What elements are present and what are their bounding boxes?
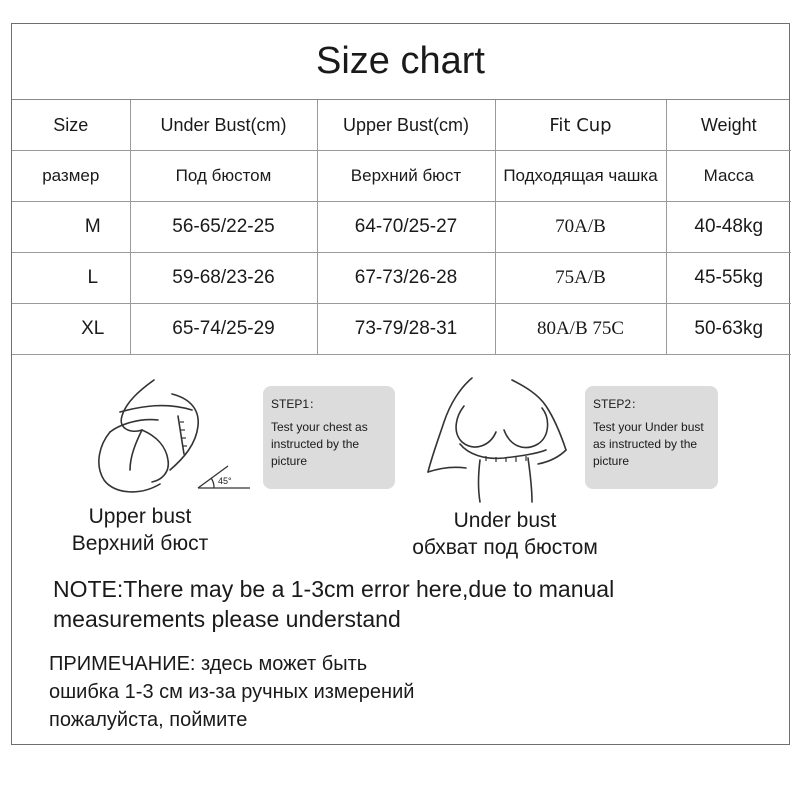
weight-cell: 50-63kg (666, 304, 791, 355)
size-cell: L (12, 253, 130, 304)
table-row (12, 202, 791, 253)
size-cell: M (12, 202, 130, 253)
note-russian-line: ПРИМЕЧАНИЕ: здесь может быть (49, 653, 368, 675)
step1-card (263, 386, 395, 489)
header-upper-bust-ru: Верхний бюст (317, 151, 495, 202)
header-weight-ru: Масса (666, 151, 791, 202)
note-russian (49, 650, 749, 734)
upper-bust-caption-en: Upper bust (88, 505, 192, 528)
step1-title: STEP1： (271, 397, 322, 411)
size-cell: XL (12, 304, 130, 355)
note-russian-line: ошибка 1-3 см из-за ручных измерений (49, 681, 415, 703)
under-bust-cell: 65-74/25-29 (130, 304, 317, 355)
size-table (12, 100, 791, 355)
upper-bust-cell: 73-79/28-31 (317, 304, 495, 355)
page-title: Size chart (12, 24, 789, 100)
header-weight: Weight (666, 100, 791, 151)
upper-bust-caption (40, 503, 240, 557)
table-header-row (12, 100, 791, 151)
upper-bust-cell: 67-73/26-28 (317, 253, 495, 304)
table-header-row-ru (12, 151, 791, 202)
under-bust-caption-en: Under bust (453, 509, 557, 532)
under-bust-cell: 56-65/22-25 (130, 202, 317, 253)
note-english-line: measurements please understand (53, 606, 401, 632)
fit-cup-cell: 80A/B 75C (495, 304, 666, 355)
upper-bust-illustration (80, 372, 260, 502)
step2-title: STEP2： (593, 397, 644, 411)
weight-cell: 40-48kg (666, 202, 791, 253)
under-bust-illustration (420, 372, 590, 507)
note-english (53, 574, 753, 634)
header-upper-bust: Upper Bust(cm) (317, 100, 495, 151)
note-english-line: NOTE:There may be a 1-3cm error here,due to manual (53, 576, 615, 602)
step2-text: Test your Under bust as instructed by the picture (593, 420, 704, 468)
angle-label: 45° (218, 476, 232, 486)
fit-cup-cell: 70A/B (495, 202, 666, 253)
under-bust-cell: 59-68/23-26 (130, 253, 317, 304)
header-under-bust-ru: Под бюстом (130, 151, 317, 202)
table-row (12, 253, 791, 304)
upper-bust-cell: 64-70/25-27 (317, 202, 495, 253)
step2-card (585, 386, 718, 489)
fit-cup-cell: 75A/B (495, 253, 666, 304)
upper-bust-caption-ru: Верхний бюст (71, 532, 209, 555)
header-fit-cup: Fit Cup (495, 100, 666, 151)
step1-text: Test your chest as instructed by the picture (271, 420, 368, 468)
table-row (12, 304, 791, 355)
header-size: Size (12, 100, 130, 151)
header-fit-cup-ru: Подходящая чашка (495, 151, 666, 202)
header-under-bust: Under Bust(cm) (130, 100, 317, 151)
under-bust-caption-ru: обхват под бюстом (412, 536, 598, 559)
note-russian-line: пожалуйста, поймите (49, 709, 248, 731)
header-size-ru: размер (12, 151, 130, 202)
under-bust-caption (380, 507, 630, 561)
weight-cell: 45-55kg (666, 253, 791, 304)
